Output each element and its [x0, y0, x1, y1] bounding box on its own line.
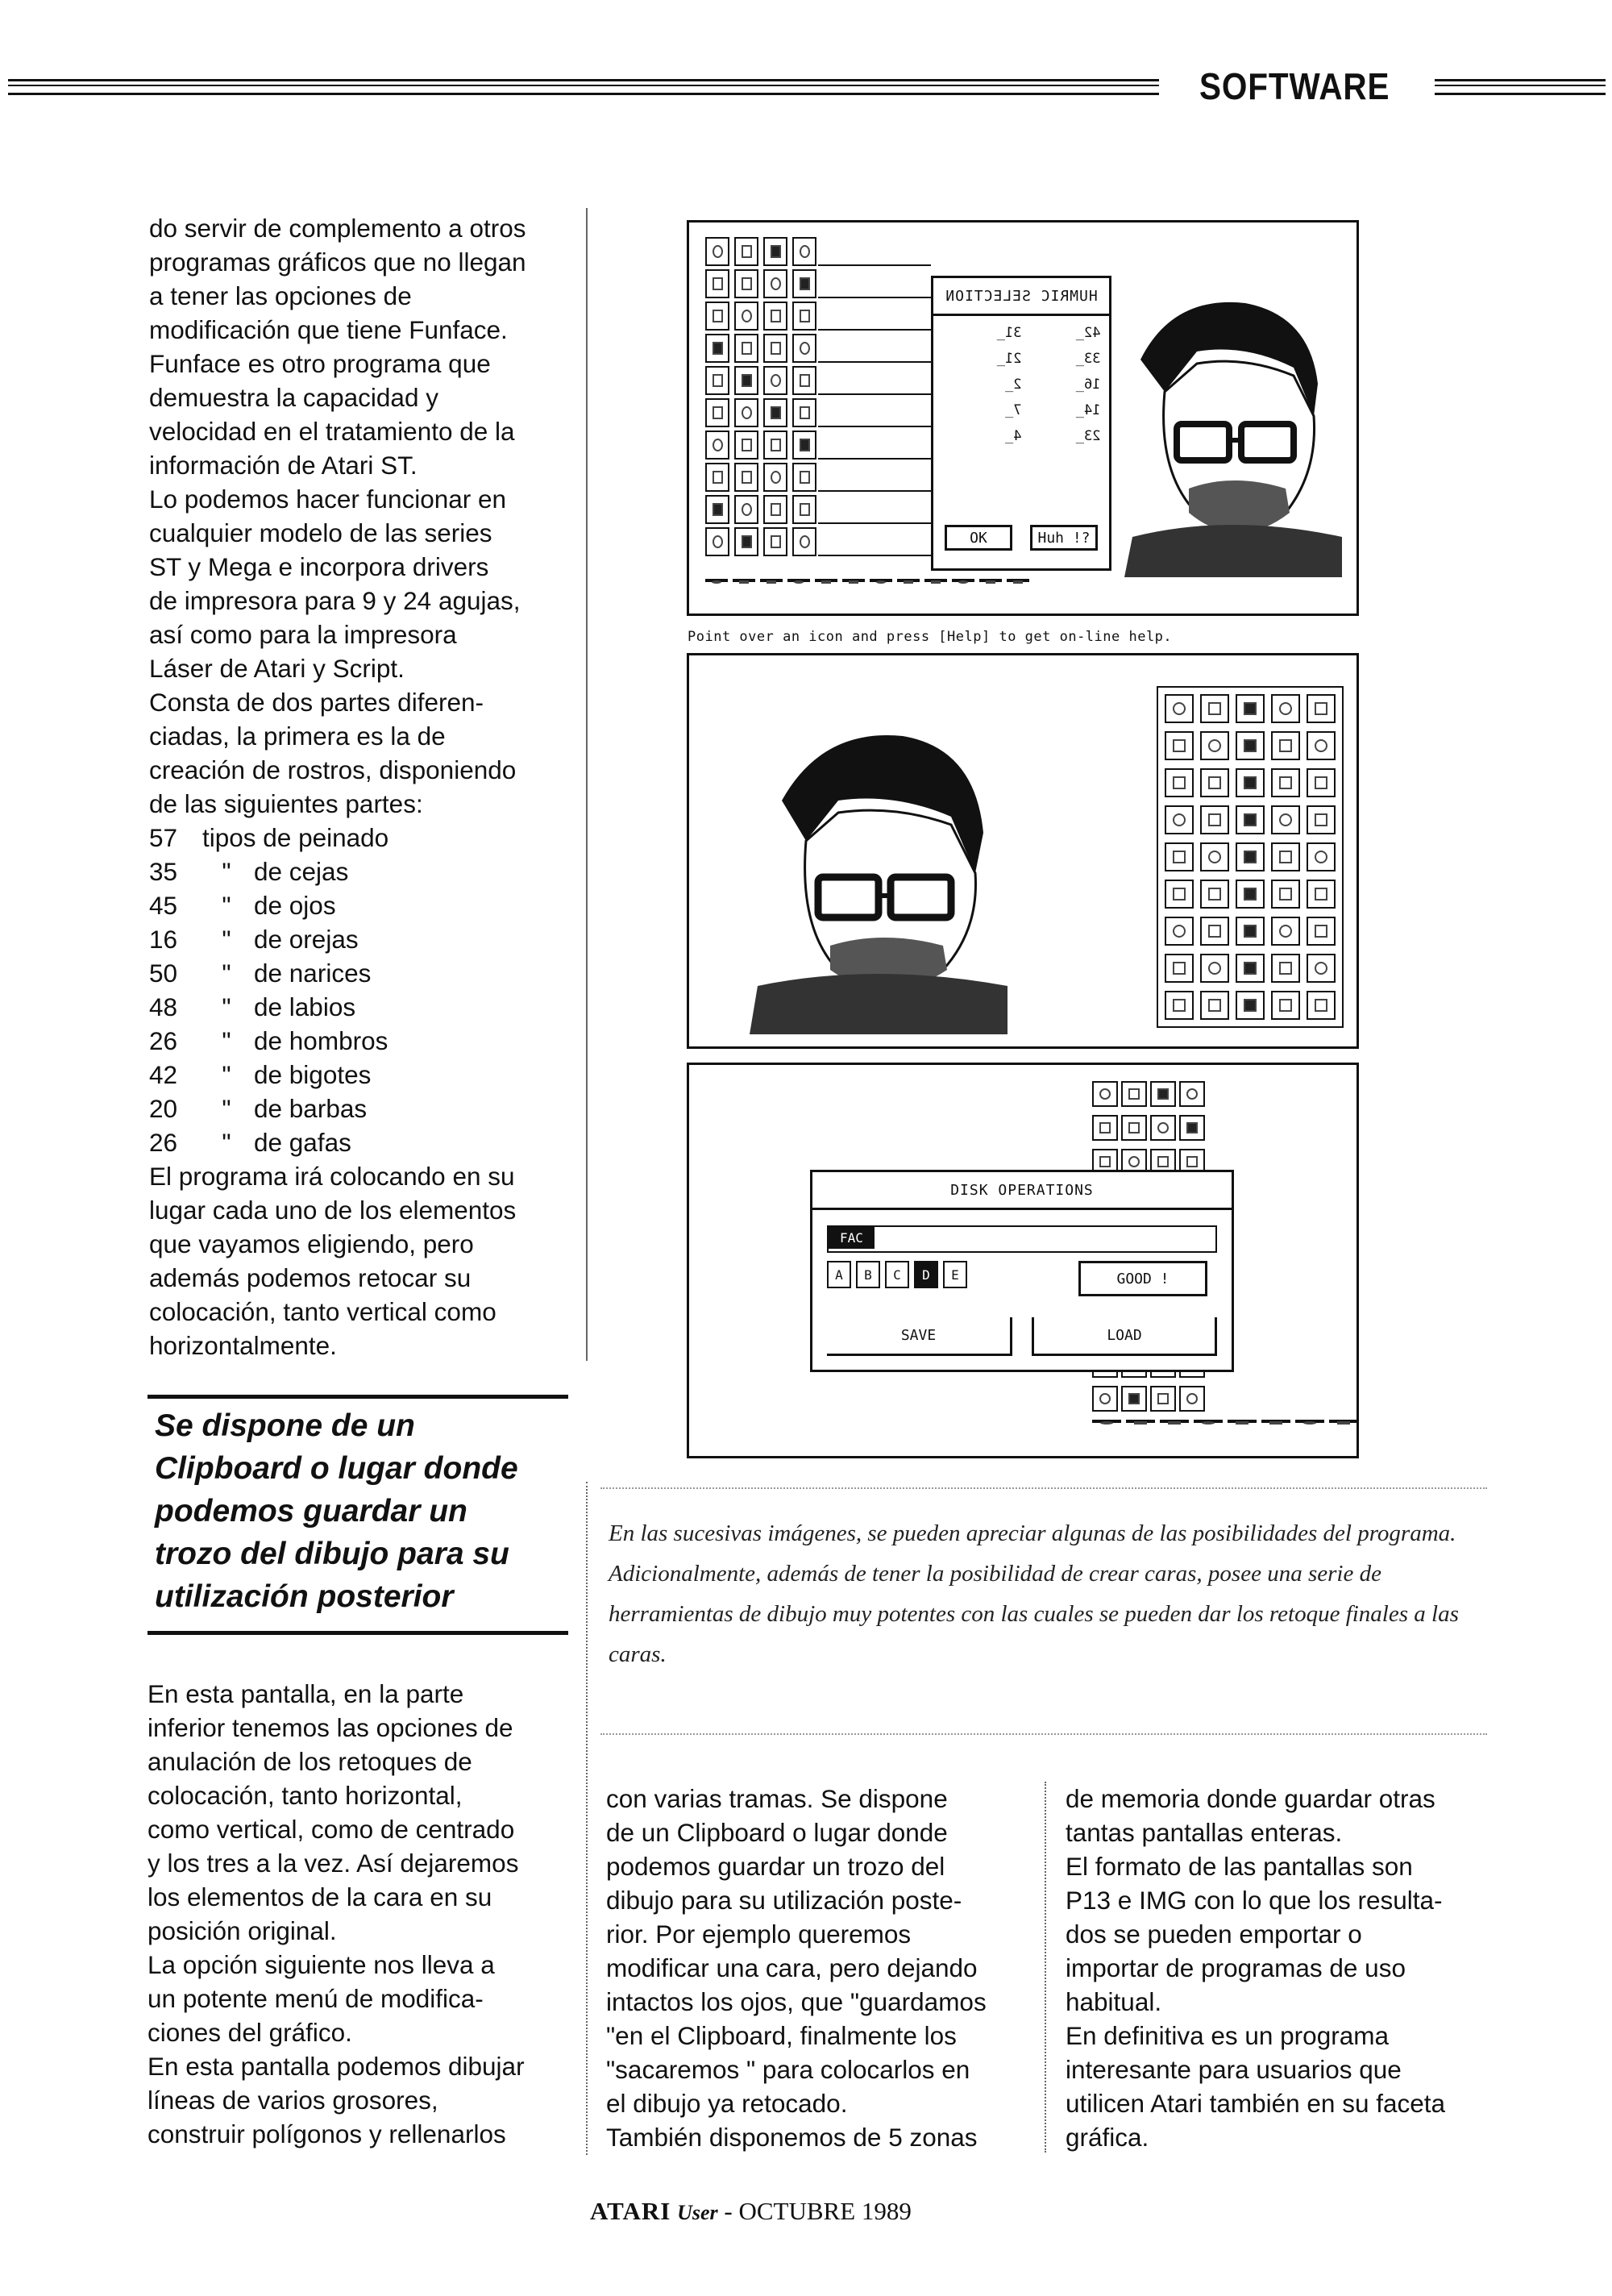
feature-icon[interactable] — [705, 463, 729, 492]
feature-icon[interactable] — [705, 302, 729, 331]
adjust-icon[interactable] — [1261, 1420, 1290, 1423]
feature-icon[interactable] — [792, 398, 816, 427]
tool-icon[interactable] — [1307, 954, 1336, 983]
parts-list-item — [149, 1092, 584, 1125]
tool-icon[interactable] — [1307, 880, 1336, 909]
ditto-mark: " — [222, 925, 231, 954]
feature-icon[interactable] — [734, 366, 758, 395]
adjust-icon[interactable] — [1329, 1420, 1358, 1423]
numeric-option[interactable]: 2_ — [1005, 376, 1022, 393]
feature-icon[interactable] — [705, 237, 729, 266]
ditto-mark: " — [222, 959, 231, 988]
numeric-option[interactable]: 33_ — [1075, 351, 1100, 367]
feature-icon[interactable] — [792, 237, 816, 266]
ditto-mark: " — [222, 1026, 231, 1055]
feature-icon[interactable] — [792, 302, 816, 331]
footer-issue: - OCTUBRE 1989 — [724, 2197, 912, 2225]
tool-icon[interactable] — [1236, 880, 1265, 909]
face-portrait-large — [733, 704, 1016, 1034]
ditto-mark: " — [222, 992, 231, 1021]
feature-icon[interactable] — [792, 334, 816, 363]
tool-icon[interactable] — [1271, 917, 1300, 946]
dialog-title: DISK OPERATIONS — [812, 1172, 1232, 1210]
feature-icon[interactable] — [734, 430, 758, 460]
tool-icon[interactable] — [1165, 991, 1194, 1020]
toolbar-icon[interactable] — [705, 579, 728, 582]
tool-icon[interactable] — [1165, 768, 1194, 797]
option-icon[interactable] — [1092, 1115, 1118, 1141]
toolbar-icon[interactable] — [979, 579, 1002, 582]
feature-icon[interactable] — [792, 463, 816, 492]
feature-icon[interactable] — [763, 269, 787, 298]
ditto-mark: " — [222, 857, 231, 886]
tool-icon[interactable] — [1200, 954, 1229, 983]
numeric-option[interactable]: 14_ — [1075, 402, 1100, 418]
toolbar-icon[interactable] — [842, 579, 865, 582]
tool-icon[interactable] — [1236, 694, 1265, 723]
good-button[interactable]: GOOD ! — [1078, 1261, 1207, 1296]
parts-list-item — [149, 888, 584, 922]
feature-icon[interactable] — [763, 366, 787, 395]
tool-palette — [1157, 686, 1344, 1028]
numeric-option[interactable]: 16_ — [1075, 376, 1100, 393]
numeric-option[interactable]: 31_ — [996, 325, 1022, 341]
part-count: 35 — [149, 857, 178, 886]
face-portrait — [1108, 271, 1342, 577]
feature-icon[interactable] — [734, 269, 758, 298]
numeric-selection-dialog — [931, 276, 1111, 571]
tool-icon[interactable] — [1165, 694, 1194, 723]
drive-letter[interactable]: C — [885, 1261, 909, 1288]
tool-icon[interactable] — [1200, 842, 1229, 871]
option-icon[interactable] — [1092, 1386, 1118, 1412]
tool-icon[interactable] — [1271, 842, 1300, 871]
letter-row — [827, 1261, 967, 1288]
feature-icon[interactable] — [705, 334, 729, 363]
ditto-mark: " — [222, 1128, 231, 1157]
header-rule-left — [8, 79, 1159, 95]
ditto-mark: " — [222, 1060, 231, 1089]
feature-icon[interactable] — [763, 430, 787, 460]
photo-caption — [609, 1513, 1487, 1674]
feature-icon[interactable] — [705, 398, 729, 427]
dialog-title: HUMRIC SELECTION — [933, 278, 1109, 316]
adjust-icon[interactable] — [1228, 1420, 1257, 1423]
toolbar-icon[interactable] — [760, 579, 783, 582]
numeric-option[interactable]: 42_ — [1075, 325, 1100, 341]
drive-letter[interactable]: A — [827, 1261, 851, 1288]
option-icon[interactable] — [1179, 1115, 1205, 1141]
tool-icon[interactable] — [1307, 805, 1336, 834]
toolbar-icon[interactable] — [924, 579, 947, 582]
screenshot-drawing-tools — [687, 653, 1359, 1049]
feature-icon[interactable] — [763, 398, 787, 427]
tool-icon[interactable] — [1236, 731, 1265, 760]
feature-icon[interactable] — [792, 495, 816, 524]
parts-list-item — [149, 1125, 584, 1159]
help-button[interactable]: Huh !? — [1030, 525, 1098, 551]
option-icon[interactable] — [1179, 1081, 1205, 1107]
feature-icon[interactable] — [734, 302, 758, 331]
feature-icon-grid — [705, 237, 816, 556]
field-label: FAC — [829, 1227, 875, 1249]
middle-column-text: con varias tramas. Se dispone de un Clipboard o lugar donde podemos guardar un trozo del dibujo para su utilización poste- rior. Por ejemplo queremos modificar una cara, pero dejando intactos los ojos, que "guardamos "en el Clipboard, finalmente los "sacaremos " para colocarlos en el dibujo ya retocado. También disponemos de 5 zonas — [606, 1784, 987, 2152]
part-count: 20 — [149, 1094, 178, 1123]
feature-icon[interactable] — [705, 269, 729, 298]
left-column-top-text: do servir de complemento a otros programas gráficos que no llegan a tener las opciones de modificación que tiene Funface. Funface es otro programa que demuestra la capacidad y velocidad en el tratamiento de la información de Atari ST. Lo podemos hacer funcionar en cualquier modelo de las series ST y Mega e incorpora drivers de impresora para 9 y 24 agujas, así como para la impresora Láser de Atari y Script. Consta de dos partes diferen- ciadas, la primera es la de creación de rostros, disponiendo de las siguientes partes: — [149, 214, 526, 818]
toolbar-icon[interactable] — [787, 579, 810, 582]
part-count: 26 — [149, 1026, 178, 1055]
parts-list-item — [149, 1058, 584, 1092]
feature-slider-column — [818, 237, 931, 568]
tool-icon[interactable] — [1236, 805, 1265, 834]
tool-icon[interactable] — [1236, 991, 1265, 1020]
parts-list-item — [149, 821, 584, 855]
section-title: SOFTWARE — [1199, 65, 1390, 107]
tool-icon[interactable] — [1165, 917, 1194, 946]
option-list — [943, 325, 1100, 444]
parts-list-item — [149, 1024, 584, 1058]
pull-quote-top-rule — [147, 1395, 568, 1399]
tool-icon[interactable] — [1307, 842, 1336, 871]
feature-icon[interactable] — [792, 527, 816, 556]
tool-icon[interactable] — [1271, 805, 1300, 834]
feature-icon[interactable] — [792, 366, 816, 395]
column-divider-top — [586, 208, 588, 1361]
tool-icon[interactable] — [1236, 954, 1265, 983]
option-icon[interactable] — [1150, 1386, 1176, 1412]
tool-icon[interactable] — [1236, 768, 1265, 797]
tool-icon[interactable] — [1271, 694, 1300, 723]
feature-icon[interactable] — [734, 495, 758, 524]
ok-button[interactable]: OK — [945, 525, 1012, 551]
toolbar-icon[interactable] — [870, 579, 892, 582]
drive-letter[interactable]: E — [943, 1261, 967, 1288]
footer-brand: ATARI — [590, 2197, 671, 2225]
tool-icon[interactable] — [1165, 842, 1194, 871]
feature-icon[interactable] — [763, 463, 787, 492]
option-icon[interactable] — [1179, 1386, 1205, 1412]
screenshot-disk-operations — [687, 1063, 1359, 1458]
part-count: 42 — [149, 1060, 178, 1089]
part-count: 50 — [149, 959, 178, 988]
tool-icon[interactable] — [1165, 880, 1194, 909]
pull-quote: Se dispone de un Clipboard o lugar donde podemos guardar un trozo del dibujo para su utilización posterior — [155, 1408, 518, 1614]
part-label: de hombros — [254, 1026, 388, 1055]
tool-icon[interactable] — [1271, 991, 1300, 1020]
part-label: de bigotes — [254, 1060, 372, 1089]
tool-icon[interactable] — [1307, 731, 1336, 760]
tool-icon[interactable] — [1165, 731, 1194, 760]
caption-line-2: Adicionalmente, además de tener la posibilidad de crear caras, posee una serie de herramientas de dibujo muy potentes con las cuales se pueden dar los retoque finales a las caras. — [609, 1561, 1459, 1667]
adjust-icon[interactable] — [1194, 1420, 1223, 1423]
left-column-mid-text: El programa irá colocando en su lugar cada uno de los elementos que vayamos eligiendo, pero además podemos retocar su colocación, tanto vertical como horizontalmente. — [149, 1162, 517, 1360]
tool-icon[interactable] — [1271, 954, 1300, 983]
part-label: de cejas — [254, 857, 349, 886]
feature-icon[interactable] — [792, 430, 816, 460]
tool-icon[interactable] — [1200, 805, 1229, 834]
part-count: 16 — [149, 925, 178, 954]
tool-icon[interactable] — [1165, 805, 1194, 834]
feature-icon[interactable] — [705, 366, 729, 395]
option-icon[interactable] — [1121, 1386, 1147, 1412]
tool-icon[interactable] — [1271, 731, 1300, 760]
tool-icon[interactable] — [1307, 694, 1336, 723]
numeric-option[interactable]: 4_ — [1005, 428, 1022, 444]
feature-icon[interactable] — [705, 495, 729, 524]
feature-icon[interactable] — [734, 463, 758, 492]
save-button[interactable]: SAVE — [827, 1317, 1012, 1356]
right-column-text: de memoria donde guardar otras tantas pantallas enteras. El formato de las pantallas son P13 e IMG con lo que los resulta- dos se pueden emportar o importar de programas de uso habitual. En definitiva es un programa interesante para usuarios que utilicen Atari también en su faceta gráfica. — [1066, 1784, 1446, 2152]
option-icon[interactable] — [1121, 1115, 1147, 1141]
part-label: tipos de peinado — [202, 823, 389, 852]
part-label: de barbas — [254, 1094, 368, 1123]
status-line: Point over an icon and press [Help] to get on-line help. — [688, 629, 1173, 645]
disk-operations-dialog — [810, 1170, 1234, 1372]
parts-list-item — [149, 922, 584, 956]
adjust-icon[interactable] — [1295, 1420, 1324, 1423]
feature-icon[interactable] — [734, 237, 758, 266]
tool-icon[interactable] — [1236, 842, 1265, 871]
left-column-bottom-text: En esta pantalla, en la parte inferior tenemos las opciones de anulación de los retoques de colocación, tanto horizontal, como vertical, como de centrado y los tres a la vez. Así dejaremos los elementos de la cara en su posición original. La opción siguiente nos lleva a un potente menú de modifica- ciones del gráfico. En esta pantalla podemos dibujar líneas de varios grosores, construir polígonos y rellenarlos — [147, 1679, 525, 2148]
part-count: 45 — [149, 891, 178, 920]
tool-icon[interactable] — [1200, 768, 1229, 797]
feature-icon[interactable] — [763, 527, 787, 556]
part-count: 26 — [149, 1128, 178, 1157]
adjust-icon[interactable] — [1160, 1420, 1189, 1423]
part-count: 57 — [149, 823, 178, 852]
feature-icon[interactable] — [705, 527, 729, 556]
page-footer — [590, 2197, 912, 2226]
ditto-mark: " — [222, 891, 231, 920]
option-icon[interactable] — [1150, 1081, 1176, 1107]
part-label: de narices — [254, 959, 372, 988]
tool-icon[interactable] — [1307, 768, 1336, 797]
tool-icon[interactable] — [1271, 880, 1300, 909]
toolbar-icon[interactable] — [1007, 579, 1029, 582]
tool-icon[interactable] — [1200, 731, 1229, 760]
part-label: de labios — [254, 992, 356, 1021]
toolbar-icon[interactable] — [897, 579, 920, 582]
tool-icon[interactable] — [1165, 954, 1194, 983]
ditto-mark: " — [222, 1094, 231, 1123]
tool-icon[interactable] — [1236, 917, 1265, 946]
feature-icon[interactable] — [763, 237, 787, 266]
feature-icon[interactable] — [734, 334, 758, 363]
part-count: 48 — [149, 992, 178, 1021]
screenshot-face-editor — [687, 220, 1359, 616]
caption-rule-bottom — [600, 1733, 1487, 1735]
caption-rule-top — [600, 1487, 1487, 1489]
tool-icon[interactable] — [1200, 880, 1229, 909]
tool-icon[interactable] — [1200, 991, 1229, 1020]
parts-list — [149, 821, 584, 1159]
part-label: de ojos — [254, 891, 336, 920]
numeric-option[interactable]: 7_ — [1005, 402, 1022, 418]
parts-list-item — [149, 855, 584, 888]
tool-icon[interactable] — [1307, 917, 1336, 946]
bottom-icon-row — [1092, 1420, 1358, 1423]
feature-icon[interactable] — [763, 302, 787, 331]
bottom-toolbar — [705, 579, 1029, 582]
toolbar-icon[interactable] — [952, 579, 974, 582]
caption-line-1: En las sucesivas imágenes, se pueden apreciar algunas de las posibilidades del programa. — [609, 1520, 1456, 1546]
drive-letter[interactable]: B — [856, 1261, 880, 1288]
option-icon[interactable] — [1121, 1081, 1147, 1107]
part-label: de orejas — [254, 925, 359, 954]
drive-letter[interactable]: D — [914, 1261, 938, 1288]
parts-list-item — [149, 956, 584, 990]
tool-icon[interactable] — [1200, 694, 1229, 723]
tool-icon[interactable] — [1271, 768, 1300, 797]
feature-icon[interactable] — [763, 495, 787, 524]
feature-icon[interactable] — [734, 398, 758, 427]
header-rule-right — [1435, 79, 1606, 95]
numeric-option[interactable]: 21_ — [996, 351, 1022, 367]
parts-list-item — [149, 990, 584, 1024]
column-divider-right-bottom — [1045, 1782, 1046, 2152]
option-icon[interactable] — [1092, 1081, 1118, 1107]
pull-quote-bottom-rule — [147, 1631, 568, 1635]
toolbar-icon[interactable] — [815, 579, 837, 582]
tool-icon[interactable] — [1200, 917, 1229, 946]
feature-icon[interactable] — [763, 334, 787, 363]
numeric-option[interactable]: 23_ — [1075, 428, 1100, 444]
feature-icon[interactable] — [705, 430, 729, 460]
feature-icon[interactable] — [792, 269, 816, 298]
tool-icon[interactable] — [1307, 991, 1336, 1020]
load-button[interactable]: LOAD — [1032, 1317, 1217, 1356]
footer-magazine-logo: User — [677, 2201, 718, 2224]
toolbar-icon[interactable] — [733, 579, 755, 582]
adjust-icon[interactable] — [1092, 1420, 1121, 1423]
part-label: de gafas — [254, 1128, 351, 1157]
filename-field[interactable] — [827, 1225, 1217, 1253]
feature-icon[interactable] — [734, 527, 758, 556]
option-icon[interactable] — [1150, 1115, 1176, 1141]
adjust-icon[interactable] — [1126, 1420, 1155, 1423]
